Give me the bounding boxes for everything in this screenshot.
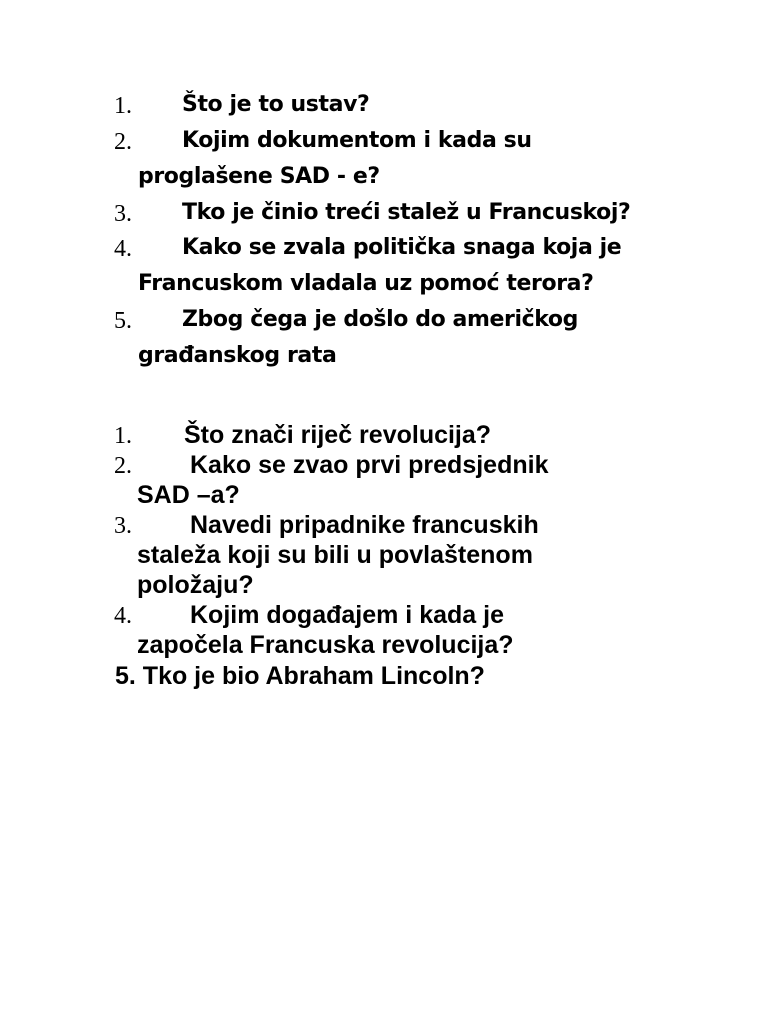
question-text-continued: započela Francuska revolucija? xyxy=(137,631,514,659)
question-text-continued: Francuskom vladala uz pomoć terora? xyxy=(138,271,594,296)
item-number: 3. xyxy=(114,513,132,539)
question-text: Navedi pripadnike francuskih xyxy=(190,511,539,539)
item-number: 1. xyxy=(114,93,132,119)
question-text: Tko je činio treći stalež u Francuskoj? xyxy=(182,200,631,225)
item-number: 3. xyxy=(114,201,132,227)
question-text-continued: SAD –a? xyxy=(137,481,240,509)
item-number: 2. xyxy=(114,453,132,479)
question-text: Što je to ustav? xyxy=(182,92,370,117)
item-number: 5. xyxy=(114,308,132,334)
question-text: Kako se zvala politička snaga koja je xyxy=(182,235,622,260)
item-number: 4. xyxy=(114,236,132,262)
question-text-continued: položaju? xyxy=(137,571,254,599)
question-text: Što znači riječ revolucija? xyxy=(184,421,492,449)
question-text: Kako se zvao prvi predsjednik xyxy=(190,451,549,479)
question-text: Zbog čega je došlo do američkog xyxy=(182,307,578,332)
list-item-last: 5. Tko je bio Abraham Lincoln? xyxy=(115,662,485,690)
question-text-continued: staleža koji su bili u povlaštenom xyxy=(137,541,533,569)
question-text-continued: proglašene SAD - e? xyxy=(138,164,380,189)
item-number: 1. xyxy=(114,423,132,449)
question-text: Kojim događajem i kada je xyxy=(190,601,504,629)
question-text: Kojim dokumentom i kada su xyxy=(182,128,532,153)
item-number: 2. xyxy=(114,129,132,155)
item-number: 4. xyxy=(114,603,132,629)
question-text-continued: građanskog rata xyxy=(138,343,337,368)
